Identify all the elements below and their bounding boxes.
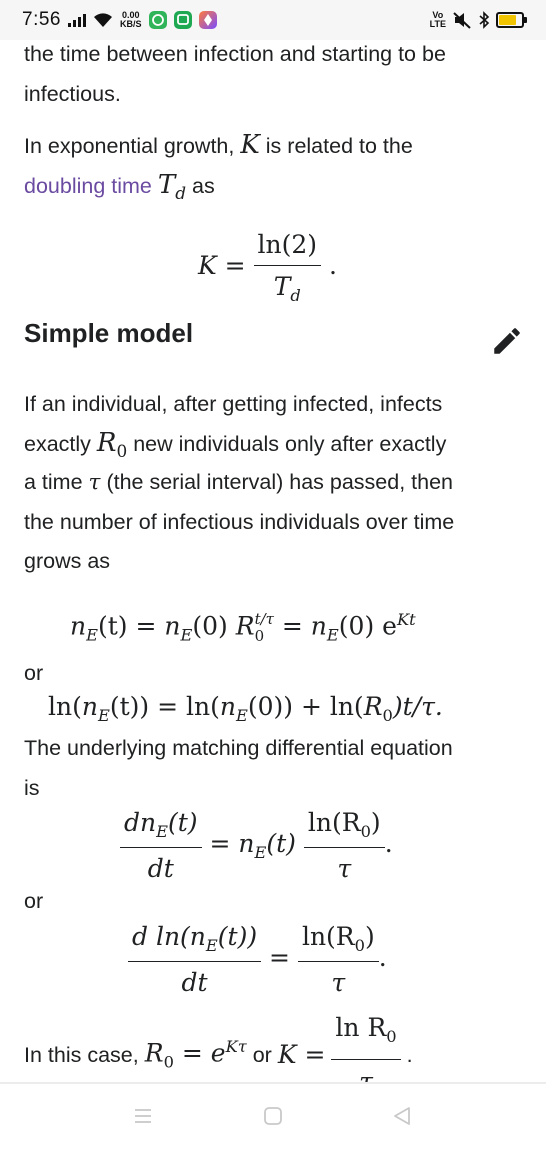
math-symbol — [96, 428, 128, 462]
math-text: ln(R — [307, 808, 361, 837]
status-bar — [0, 0, 546, 40]
math-subscript: 0 — [382, 706, 393, 725]
math-text: (0) e — [338, 611, 397, 641]
back-icon[interactable] — [392, 1106, 412, 1126]
section-heading: Simple model — [24, 318, 194, 348]
paragraph-line — [24, 462, 453, 503]
math-text: (t)) = ln( — [109, 692, 220, 721]
math-var: n — [81, 692, 98, 721]
math-subscript: E — [254, 843, 267, 862]
paragraph-exponential — [24, 125, 413, 166]
math-symbol: τ — [88, 470, 101, 495]
math-superscript: Kτ — [225, 1037, 247, 1057]
volte-top: Vo — [432, 10, 444, 20]
fraction-numerator — [120, 808, 202, 848]
math-text: = e — [181, 1038, 226, 1068]
math-superscript: Kt — [396, 610, 416, 629]
signal-icon — [68, 13, 86, 27]
text-span: In this case, — [24, 1043, 139, 1067]
text-span: a time — [24, 470, 83, 494]
math-text: ln( — [48, 692, 82, 721]
math-text: ln(R — [301, 922, 355, 951]
math-subscript: 0 — [360, 822, 371, 841]
math-subscript: E — [326, 625, 339, 645]
math-var: n — [219, 692, 236, 721]
fraction-denominator: dt — [181, 968, 208, 997]
battery-fill — [499, 15, 516, 25]
math-text: (t)) — [217, 922, 258, 951]
math-subscript: E — [156, 822, 168, 841]
paragraph-line: grows as — [24, 549, 111, 573]
equation-differential — [120, 808, 393, 883]
fraction-numerator — [331, 1012, 400, 1060]
text-span: In exponential growth, — [24, 134, 235, 158]
math-subscript: 0 — [386, 1027, 397, 1046]
math-text: (t) — [167, 808, 198, 837]
fraction-denominator: τ — [331, 968, 346, 997]
equation-doubling-time — [198, 230, 337, 305]
math-subscript: E — [86, 625, 98, 645]
math-subscript: 0 — [163, 1052, 174, 1072]
math-subscript: E — [180, 625, 193, 645]
paragraph-doubling — [24, 165, 215, 213]
math-var: R — [363, 692, 383, 721]
paragraph-line: the time between infection and starting to be — [24, 42, 446, 66]
fraction-numerator — [128, 922, 261, 962]
math-var: R — [144, 1038, 164, 1068]
math-text: ln R — [335, 1013, 387, 1042]
menu-icon[interactable] — [133, 1106, 153, 1126]
math-period: . — [406, 1043, 413, 1067]
math-text: )t/τ. — [392, 692, 443, 721]
math-text: (t) = — [97, 611, 165, 641]
text-span: as — [192, 174, 215, 198]
network-speed — [120, 11, 142, 29]
paragraph-line: is — [24, 776, 40, 800]
math-period: . — [384, 829, 393, 858]
math-text: d ln(n — [132, 922, 206, 951]
fraction-denominator: τ — [337, 854, 352, 883]
math-subscript: 0 — [254, 626, 265, 645]
math-text: = — [273, 611, 311, 641]
fraction — [298, 922, 379, 997]
math-text: dn — [124, 808, 157, 837]
math-symbol — [157, 170, 187, 204]
math-subscript: d — [175, 183, 187, 204]
math-text: (t) — [266, 829, 296, 858]
text-span: (the serial interval) has passed, then — [106, 470, 454, 494]
gallery-icon — [199, 11, 217, 29]
math-var: K = — [277, 1040, 326, 1069]
math-symbol: R — [96, 428, 117, 458]
math-subscript: E — [97, 706, 110, 725]
math-var: n — [310, 611, 327, 641]
status-time: 7:56 — [22, 9, 61, 30]
network-speed-unit: KB/S — [119, 19, 142, 29]
fraction — [304, 808, 385, 883]
mute-icon — [452, 11, 472, 29]
math-equals: = — [269, 943, 290, 972]
math-period: . — [378, 943, 387, 972]
navigation-bar — [0, 1084, 546, 1152]
math-symbol: K — [240, 130, 260, 160]
math-superscript: t/τ — [254, 610, 274, 629]
fraction-numerator: ln(2) — [254, 230, 322, 266]
paragraph-line: infectious. — [24, 82, 121, 106]
math-var: n — [70, 611, 87, 641]
home-icon[interactable] — [263, 1106, 283, 1126]
paragraph-line: The underlying matching differential equation — [24, 736, 453, 760]
text-span: exactly — [24, 432, 91, 456]
fraction-numerator — [304, 808, 385, 848]
math-symbol: T — [157, 170, 176, 200]
paragraph-line: If an individual, after getting infected, infects — [24, 392, 443, 416]
fraction-numerator — [298, 922, 379, 962]
equation-growth — [70, 610, 416, 644]
math-text: = n — [209, 829, 255, 858]
equation-log-differential — [128, 922, 387, 997]
math-symbol: T — [273, 272, 291, 301]
fraction — [254, 230, 322, 305]
volte-indicator — [430, 11, 446, 29]
bluetooth-icon — [478, 11, 490, 29]
math-subscript: 0 — [116, 441, 128, 462]
math-subscript: 0 — [354, 936, 365, 955]
math-subscript: E — [205, 936, 218, 955]
messages-icon — [174, 11, 192, 29]
text-span: is related to the — [265, 134, 413, 158]
fraction-denominator: dt — [147, 854, 174, 883]
math-subscript: E — [235, 706, 248, 725]
volte-bottom: LTE — [429, 19, 446, 29]
math-period: . — [329, 251, 337, 280]
math-lhs: K = — [198, 251, 246, 280]
math-var: R — [235, 611, 255, 641]
math-expression — [145, 1027, 247, 1082]
fraction — [120, 808, 202, 883]
fraction — [128, 922, 261, 997]
edit-pencil-icon[interactable] — [490, 324, 524, 358]
text-span: or — [252, 1043, 272, 1067]
doubling-time-link[interactable]: doubling time — [24, 174, 152, 198]
paragraph-line: the number of infectious individuals over time — [24, 510, 455, 534]
equation-log-growth — [48, 692, 443, 725]
math-var: n — [164, 611, 181, 641]
math-text: ) — [370, 808, 381, 837]
fraction-denominator — [270, 266, 305, 305]
battery-icon — [496, 12, 524, 28]
math-subscript: d — [290, 286, 301, 305]
wifi-icon — [93, 12, 113, 28]
text-span: new individuals only after exactly — [133, 432, 447, 456]
math-text: ) — [364, 922, 375, 951]
or-label: or — [24, 889, 44, 913]
whatsapp-icon — [149, 11, 167, 29]
math-text: (0) — [192, 611, 236, 641]
math-text: (0)) + ln( — [247, 692, 364, 721]
or-label: or — [24, 661, 44, 685]
network-speed-value: 0.00 — [121, 10, 140, 20]
